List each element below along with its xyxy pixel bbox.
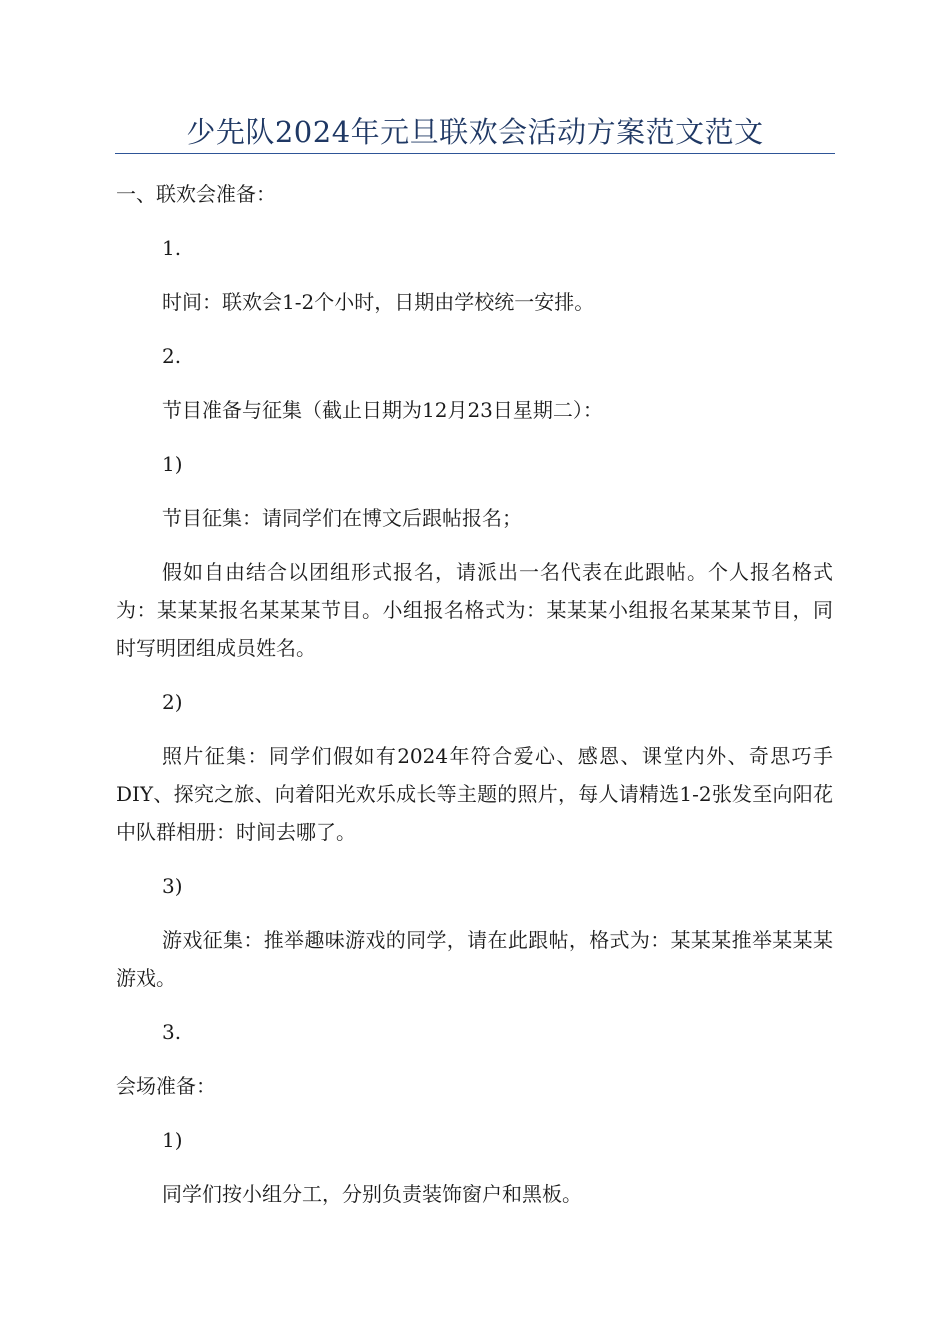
- paragraph-photo-collection: 照片征集：同学们假如有2024年符合爱心、感恩、课堂内外、奇思巧手DIY、探究之旅、向着阳光欢乐成长等主题的照片，每人请精选1-2张发至向阳花中队群相册：时间去哪了。: [116, 744, 833, 844]
- list-number: 2.: [162, 344, 182, 368]
- list-number: 1.: [162, 236, 182, 260]
- paragraph-decoration: 同学们按小组分工，分别负责装饰窗户和黑板。: [162, 1182, 582, 1206]
- document-body: [116, 175, 833, 1229]
- list-subnumber: 1): [162, 1128, 183, 1152]
- paragraph-program-prep: 节目准备与征集（截止日期为12月23日星期二）：: [162, 398, 603, 422]
- list-subnumber: 1): [162, 452, 183, 476]
- list-subnumber: 2): [162, 690, 183, 714]
- paragraph-venue-prep: 会场准备：: [116, 1074, 216, 1098]
- section-heading: 一、联欢会准备：: [116, 182, 276, 206]
- paragraph-time: 时间：联欢会1-2个小时，日期由学校统一安排。: [162, 290, 595, 314]
- list-subnumber: 3): [162, 874, 183, 898]
- title-underline: [115, 153, 835, 154]
- paragraph-group-signup: 假如自由结合以团组形式报名，请派出一名代表在此跟帖。个人报名格式为：某某某报名某某某节目。小组报名格式为：某某某小组报名某某某节目，同时写明团组成员姓名。: [116, 560, 833, 660]
- list-number: 3.: [162, 1020, 182, 1044]
- paragraph-program-collection: 节目征集：请同学们在博文后跟帖报名；: [162, 506, 522, 530]
- document-title: 少先队2024年元旦联欢会活动方案范文范文: [186, 115, 764, 149]
- paragraph-game-collection: 游戏征集：推举趣味游戏的同学，请在此跟帖，格式为：某某某推举某某某游戏。: [116, 928, 833, 990]
